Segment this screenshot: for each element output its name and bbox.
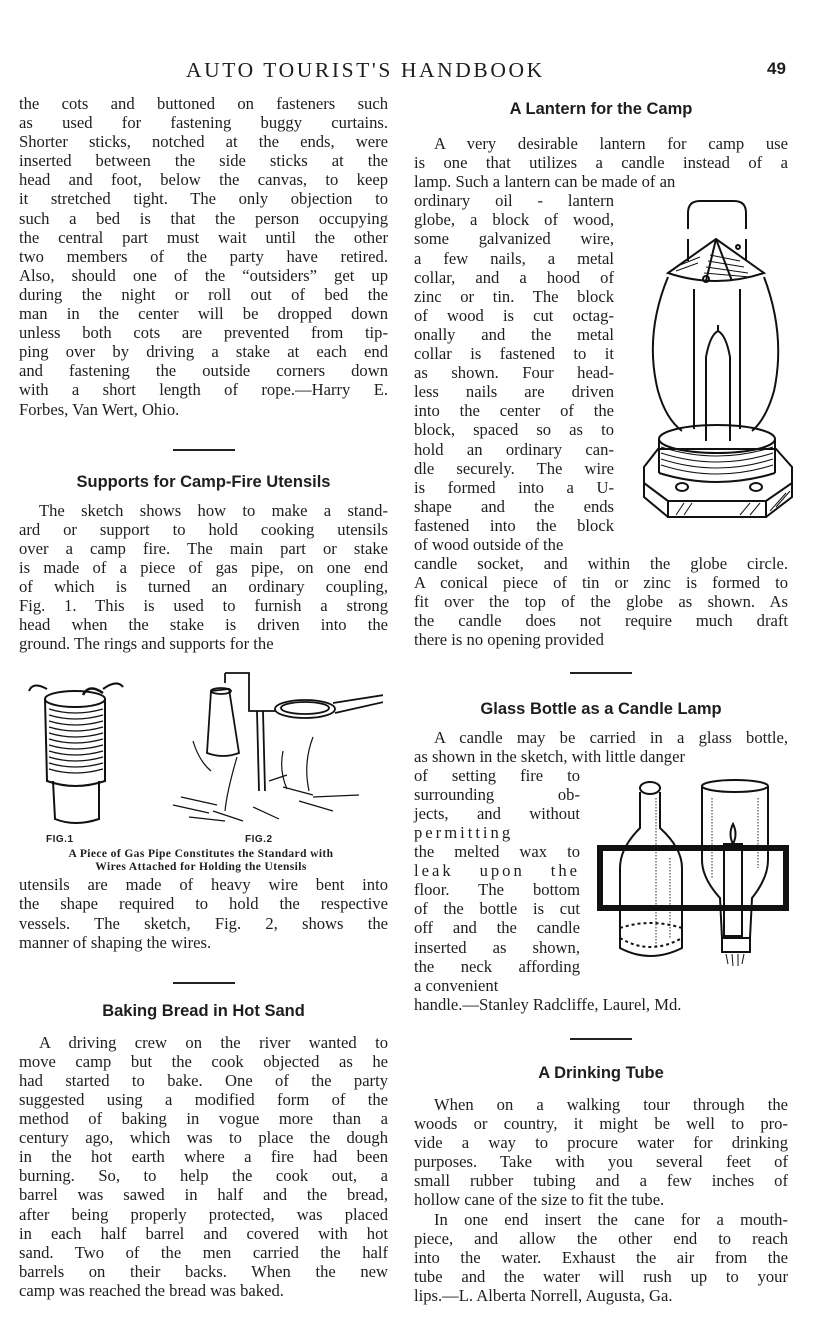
glass-bottle-lamp-illustration: [590, 768, 790, 968]
text-line: of wood outside of the: [414, 534, 564, 554]
text-line: during the night or roll out of bed the: [19, 284, 388, 304]
text-line: zinc or tin. The block: [414, 286, 614, 306]
text-line: a few nails, a metal: [414, 248, 614, 268]
bottle-wrap-block: [414, 766, 788, 995]
text-line: collar, and a hood of: [414, 267, 614, 287]
text-line: purposes. Take with you several feet of: [414, 1152, 788, 1172]
lantern-article-body-bottom: [414, 554, 788, 649]
text-line: jects, and without: [414, 803, 580, 823]
text-line: inserted as shown,: [414, 937, 580, 957]
text-line: in the hot earth where a fire had been: [19, 1147, 388, 1167]
page-number: 49: [767, 59, 786, 78]
continuation-paragraph: [19, 94, 388, 419]
lantern-wrap-block: [414, 191, 788, 554]
text-line: off and the candle: [414, 918, 580, 938]
text-line: as shown. Four head-: [414, 363, 614, 383]
text-line: Forbes, Van Wert, Ohio.: [19, 399, 180, 419]
text-line: a convenient: [414, 975, 499, 995]
supports-article-title: Supports for Camp-Fire Utensils: [76, 472, 331, 491]
fig1-label: FIG.1: [46, 834, 74, 846]
lantern-article-body-narrow: [414, 191, 614, 554]
text-line: man in the center will be dropped down: [19, 304, 388, 324]
baking-article-title: Baking Bread in Hot Sand: [102, 1001, 305, 1020]
text-line: handle.—Stanley Radcliffe, Laurel, Md.: [414, 994, 682, 1014]
text-line: camp was reached the bread was baked.: [19, 1280, 284, 1300]
text-line: vessels. The sketch, Fig. 2, shows the: [19, 913, 388, 933]
text-line: is formed into a U-: [414, 477, 614, 497]
text-line: piece, and allow the other end to reach: [414, 1228, 788, 1248]
text-line: In one end insert the cane for a mouth-: [434, 1209, 788, 1229]
right-column: [414, 100, 788, 1305]
bottle-article-title: Glass Bottle as a Candle Lamp: [480, 699, 722, 718]
supports-article-body: [19, 501, 388, 654]
text-line: A conical piece of tin or zinc is formed to: [414, 573, 788, 593]
text-line: Fig. 1. This is used to furnish a strong: [19, 596, 388, 616]
text-line: utensils are made of heavy wire bent into: [19, 875, 388, 895]
camp-lantern-illustration: [640, 185, 800, 521]
text-line: of which is turned an ordinary coupling,: [19, 576, 388, 596]
text-line: as used for fastening buggy curtains.: [19, 113, 388, 133]
text-line: barrels on their backs. When the new: [19, 1261, 388, 1281]
text-line: there is no opening provided: [414, 630, 604, 650]
text-line: manner of shaping the wires.: [19, 932, 212, 952]
figure-caption: [11, 848, 391, 873]
text-line: the cots and buttoned on fasteners such: [19, 94, 388, 113]
text-line: as shown in the sketch, with little danger: [414, 746, 685, 766]
bottle-article-body-narrow: [414, 766, 580, 995]
text-line: the candle does not require much draft: [414, 611, 788, 631]
text-line: Also, should one of the “outsiders” get up: [19, 265, 388, 285]
bottle-article-body-bottom: [414, 995, 788, 1014]
text-line: the neck affording: [414, 956, 580, 976]
text-line: burning. So, to help the cook out, a: [19, 1166, 388, 1186]
text-line: of setting fire to: [414, 765, 580, 785]
text-line: ping over by driving a stake at each end: [19, 342, 388, 362]
text-line: method of baking in vogue more than a: [19, 1109, 388, 1129]
text-line: move camp but the cook objected as he: [19, 1051, 388, 1071]
text-line: with a short length of rope.—Harry E.: [19, 380, 388, 400]
page-header: [0, 58, 840, 84]
text-line: A candle may be carried in a glass bottle,: [434, 727, 788, 747]
baking-article-body: [19, 1033, 388, 1300]
text-line: into the center of the: [414, 401, 614, 421]
text-line: after being properly protected, was placed: [19, 1204, 388, 1224]
text-line: fastened into the block: [414, 515, 614, 535]
text-line: inserted between the side sticks at the: [19, 151, 388, 171]
text-line: permitting: [414, 823, 514, 842]
drinking-tube-article-title: A Drinking Tube: [538, 1063, 664, 1082]
text-line: When on a walking tour through the: [434, 1094, 788, 1114]
text-line: two members of the party have retired.: [19, 246, 388, 266]
running-title: AUTO TOURIST'S HANDBOOK: [186, 58, 545, 82]
text-line: dle securely. The wire: [414, 458, 614, 478]
text-line: the central part must wait until the other: [19, 227, 388, 247]
text-line: the shape required to hold the respective: [19, 894, 388, 914]
fig1-pipe-coupling-drawing: [29, 684, 123, 824]
text-line: suggested using a modified form of the: [19, 1090, 388, 1109]
text-line: sand. Two of the men carried the half: [19, 1242, 388, 1262]
text-line: head when the stake is driven into the: [19, 615, 388, 635]
text-line: onally and the metal: [414, 324, 614, 344]
text-line: vide a way to procure water for drinking: [414, 1133, 788, 1153]
fig2-label: FIG.2: [245, 834, 273, 846]
drinking-tube-article-body: [414, 1095, 788, 1305]
text-line: globe, a block of wood,: [414, 210, 614, 230]
text-line: such a bed is that the person occupying: [19, 208, 388, 228]
text-line: ard or support to hold cooking utensils: [19, 519, 388, 539]
left-column: [19, 94, 388, 1300]
lantern-article-title: A Lantern for the Camp: [509, 100, 693, 118]
figure-caption-line-2: Wires Attached for Holding the Utensils: [95, 860, 307, 873]
text-line: unless both cots are prevented from tip-: [19, 323, 388, 343]
text-line: century ago, which was to place the dough: [19, 1128, 388, 1148]
text-line: floor. The bottom: [414, 880, 580, 900]
text-line: fit over the top of the globe as shown. As: [414, 592, 788, 612]
text-line: leak upon the: [414, 861, 580, 881]
text-line: had started to bake. One of the party: [19, 1070, 388, 1090]
text-line: A driving crew on the river wanted to: [39, 1032, 388, 1052]
text-line: surrounding ob-: [414, 784, 580, 804]
fig2-campfire-stake-drawing: [173, 673, 383, 821]
text-line: A very desirable lantern for camp use: [434, 134, 788, 153]
text-line: collar is fastened to it: [414, 344, 614, 364]
text-line: ordinary oil - lantern: [414, 191, 614, 211]
text-line: hold an ordinary can-: [414, 439, 614, 459]
bottle-article-body-top: [414, 728, 788, 766]
text-line: head and foot, below the canvas, to keep: [19, 170, 388, 190]
text-line: lamp. Such a lantern can be made of an: [414, 172, 676, 192]
text-line: and fastening the outside corners down: [19, 361, 388, 381]
text-line: small rubber tubing and a few inches of: [414, 1171, 788, 1191]
text-line: shape and the ends: [414, 496, 614, 516]
text-line: hollow cane of the size to fit the tube.: [414, 1190, 665, 1210]
text-line: is one that utilizes a candle instead of a: [414, 153, 788, 173]
text-line: candle socket, and within the globe circle.: [414, 554, 788, 574]
lantern-article-body-top: [414, 134, 788, 191]
text-line: of the bottle is cut: [414, 899, 580, 919]
text-line: into the water. Exhaust the air from the: [414, 1247, 788, 1267]
text-line: of wood is cut octag-: [414, 305, 614, 325]
text-line: in each half barrel and covered with hot: [19, 1223, 388, 1243]
supports-figure: [19, 671, 388, 899]
text-line: less nails are driven: [414, 382, 614, 402]
text-line: woods or country, it might be well to pro-: [414, 1114, 788, 1134]
text-line: The sketch shows how to make a stand-: [39, 500, 388, 520]
text-line: barrel was sawed in half and the bread,: [19, 1185, 388, 1205]
figure-caption-line-1: A Piece of Gas Pipe Constitutes the Standard with: [68, 848, 334, 861]
text-line: lips.—L. Alberta Norrell, Augusta, Ga.: [414, 1285, 673, 1305]
text-line: is made of a piece of gas pipe, on one end: [19, 557, 388, 577]
text-line: it stretched tight. The only objection to: [19, 189, 388, 209]
text-line: ground. The rings and supports for the: [19, 634, 274, 654]
pipe-and-fire-illustration: [13, 671, 383, 831]
text-line: some galvanized wire,: [414, 229, 614, 249]
text-line: over a camp fire. The main part or stake: [19, 538, 388, 558]
text-line: block, spaced so as to: [414, 420, 614, 440]
text-line: Shorter sticks, notched at the ends, were: [19, 132, 388, 152]
text-line: tube and the water will rush up to your: [414, 1266, 788, 1286]
text-line: the melted wax to: [414, 842, 580, 862]
